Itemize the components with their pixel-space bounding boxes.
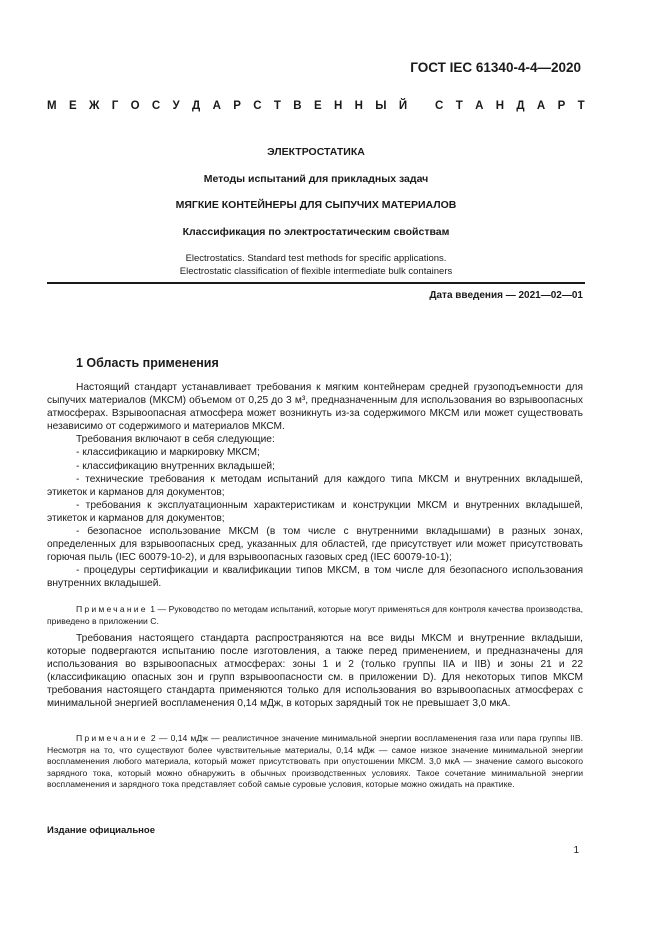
paragraph-applicability: Требования настоящего стандарта распространяются на все виды МКСМ и внутренние вкладыши, которые подвергаются испытанию после изготовления, а также перед применением, и предназначены для использования во взрывоопасных атмосферах: зоны 1 и 2 (только группы IIA и IIB) и зоны 21 и 22 (классификацию опасных зон и групп взрывоопасности см. в приложении D). Для некоторых типов МКСМ требования настоящего стандарта применяются только для использования во взрывоопасных атмосферах с минимальной энергией воспламенения 0,14 мДж, в которых зарядный ток не превышает 3,0 мкА. [47,633,583,710]
note-2 [47,733,583,791]
standard-code: ГОСТ IEC 61340-4-4—2020 [410,60,581,75]
section-body-2 [47,632,583,711]
interstate-letter: Т [577,100,585,112]
interstate-letter: А [212,100,221,112]
interstate-letter: Ы [375,100,387,112]
interstate-letter: Г [111,100,119,112]
note-1 [47,604,583,627]
title-divider [47,282,585,284]
interstate-letter: А [475,100,484,112]
interstate-letter: Д [192,100,201,112]
title-classification: Классификация по электростатическим свойствам [182,226,450,238]
list-item: - требования к эксплуатационным характеристикам и конструкции МКСМ и внутренних вкладышей, этикеток и карманов для документов; [47,499,583,524]
title-electrostatics: ЭЛЕКТРОСТАТИКА [267,146,365,158]
interstate-letter: Е [68,100,77,112]
interstate-letter: Й [398,100,408,112]
list-item: - технические требования к методам испытаний для каждого типа МКСМ и внутренних вкладышей, этикеток и карманов для документов; [47,473,583,498]
english-title-line-1: Electrostatics. Standard test methods for specific applications. [185,253,447,264]
interstate-letter: С [151,100,161,112]
interstate-letter: О [130,100,140,112]
interstate-letter: М [47,100,57,112]
interstate-letter: Н [354,100,363,112]
section-heading: 1 Область применения [76,356,219,370]
interstate-letter: С [435,100,444,112]
list-item: - безопасное использование МКСМ (в том числе с внутренними вкладышами) в разных зонах, определенных для взрывоопасных сред, указанных для областей, где присутствует или может присутствовать горючая пыль (IEC 60079-10-2), и для взрывоопасных газовых сред (IEC 60079-10-1); [47,526,583,564]
paragraph-requirements-intro: Требования включают в себя следующие: [76,434,275,446]
note-2-label: Примечание [76,733,148,743]
interstate-letter: С [253,100,262,112]
interstate-standard-heading [47,100,585,112]
english-title-line-2: Electrostatic classification of flexible intermediate bulk containers [179,265,453,277]
title-containers: МЯГКИЕ КОНТЕЙНЕРЫ ДЛЯ СЫПУЧИХ МАТЕРИАЛОВ [175,199,457,211]
note-2-text: 2 — 0,14 мДж — реалистичное значение минимальной энергии воспламенения газа или пара группы IIB. Несмотря на то, что существуют более чувствительные материалы, 0,14 мДж — самое низкое значение минимальной энергии воспламенения любого материала, который может присутствовать при опустошении МКСМ. 3,0 мкА — значение самого высокого зарядного тока, который можно обнаружить в обычных производственных условиях. Такое сочетание минимальной энергии воспламенения и зарядного тока представляет собой самые суровые условия, которые можно ожидать на практике. [47,733,583,790]
list-item: - классификацию и маркировку МКСМ; [76,447,260,459]
interstate-letter [419,100,422,112]
interstate-letter: Е [313,100,322,112]
title-test-methods: Методы испытаний для прикладных задач [203,173,429,185]
edition-label: Издание официальное [47,825,155,836]
note-1-label: Примечание [76,604,148,614]
page-number: 1 [573,845,579,856]
interstate-letter: Н [495,100,505,112]
interstate-letter: Р [557,100,566,112]
list-item: - классификацию внутренних вкладышей; [76,460,275,472]
interstate-letter: В [293,100,302,112]
interstate-letter: Ж [88,100,100,112]
english-title [47,253,585,278]
interstate-letter: Т [273,100,281,112]
interstate-letter: Т [455,100,463,112]
note-1-text: 1 — Руководство по методам испытаний, которые могут применяться для контроля качества производства, приведено в приложении C. [47,604,583,626]
list-item: - процедуры сертификации и квалификации типов МКСМ, в том числе для безопасного использования внутренних вкладышей. [47,565,583,590]
paragraph-scope: Настоящий стандарт устанавливает требования к мягким контейнерам средней грузоподъемности для сыпучих материалов (МКСМ) объемом от 0,25 до 3 м³, предназначенным для использования во взрывоопасных атмосферах. Взрывоопасная атмосфера может возникнуть из-за содержимого МКСМ или может существовать независимо от содержимого и материалов МКСМ. [47,382,583,433]
interstate-letter: Н [333,100,343,112]
section-body [47,381,583,591]
interstate-letter: У [172,100,180,112]
interstate-letter: Р [233,100,241,112]
introduction-date: Дата введения — 2021—02—01 [429,290,583,301]
interstate-letter: А [536,100,546,112]
interstate-letter: Д [516,100,525,112]
